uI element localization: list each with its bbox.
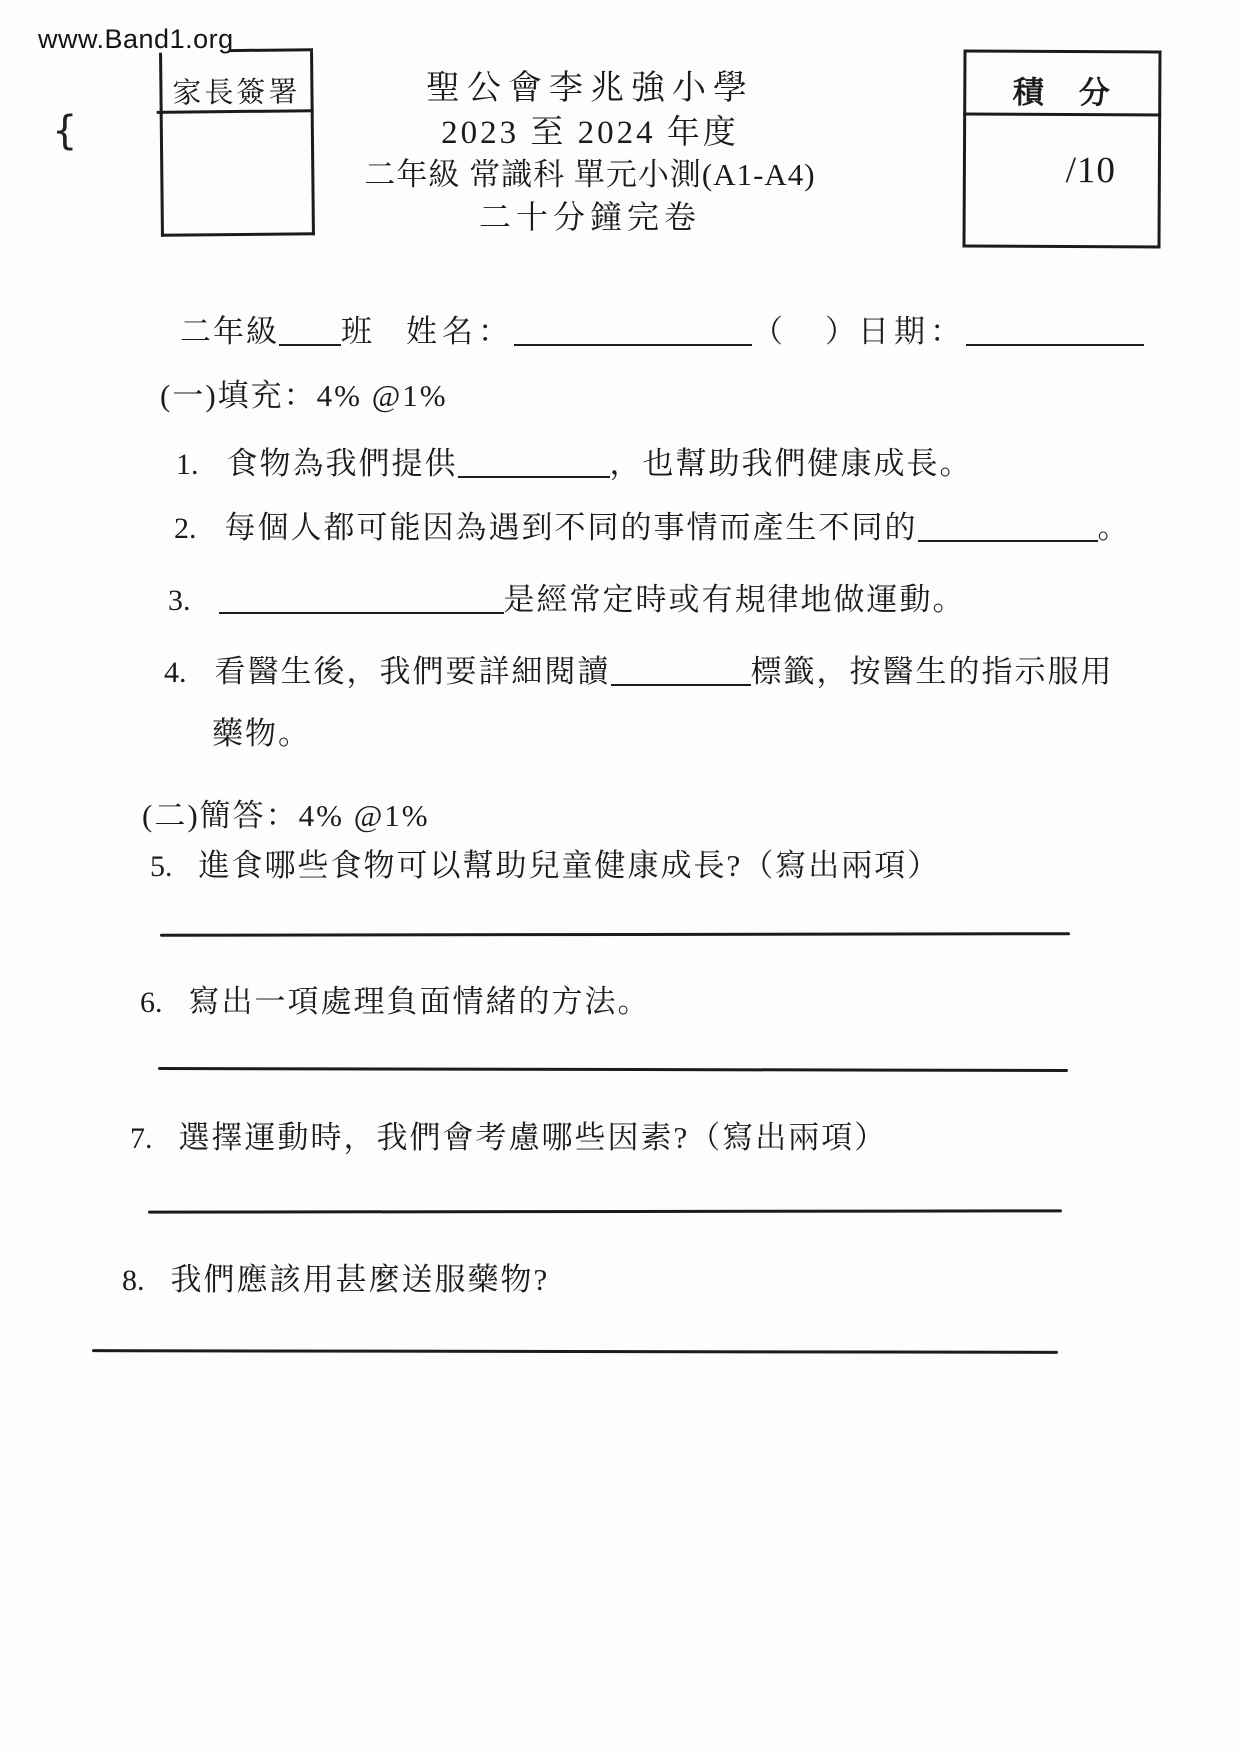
- grade-label: 二年級: [180, 314, 279, 349]
- question-5: [150, 840, 940, 885]
- question-5-answer-line: [160, 932, 1070, 936]
- score-box-divider: [963, 112, 1161, 116]
- watermark-text: www.Band1.org: [38, 24, 234, 54]
- student-info-row: [180, 306, 1144, 351]
- class-number-bracket-open: （: [752, 314, 785, 349]
- exam-title: 二年級 常識科 單元小測(A1-A4): [364, 157, 816, 192]
- class-blank: [279, 314, 341, 346]
- question-6-number: 6.: [140, 986, 163, 1019]
- score-box: [962, 49, 1161, 248]
- question-8-number: 8.: [122, 1264, 145, 1297]
- question-5-text: 進食哪些食物可以幫助兒童健康成長?（寫出兩項）: [198, 848, 941, 883]
- question-2-fill-blank: [918, 510, 1098, 542]
- question-7-number: 7.: [130, 1122, 153, 1155]
- school-year: 2023 至 2024 年度: [441, 115, 739, 151]
- question-4-number: 4.: [164, 656, 187, 689]
- question-6: [140, 976, 651, 1021]
- date-blank: [966, 314, 1144, 346]
- exam-duration: 二十分鐘完卷: [478, 199, 701, 235]
- question-6-text: 寫出一項處理負面情緒的方法。: [188, 984, 651, 1019]
- question-6-answer-line: [158, 1067, 1068, 1071]
- question-5-number: 5.: [150, 850, 173, 883]
- question-8: [122, 1254, 549, 1299]
- score-value: /10: [1065, 150, 1117, 192]
- question-3-text-post: 是經常定時或有規律地做運動。: [503, 582, 966, 617]
- class-label: 班: [341, 314, 374, 349]
- section-1-heading: (一)填充：4% @1%: [160, 378, 448, 413]
- name-blank: [514, 314, 752, 346]
- question-1: [176, 438, 973, 483]
- school-name: 聖公會李兆強小學: [426, 70, 754, 107]
- question-8-text: 我們應該用甚麼送服藥物?: [170, 1262, 550, 1297]
- question-2-number: 2.: [174, 512, 197, 545]
- question-4: [164, 646, 1114, 691]
- question-1-fill-blank: [458, 446, 610, 478]
- question-3: [168, 574, 966, 619]
- question-1-text-post: ，也幫助我們健康成長。: [609, 446, 973, 481]
- question-7-answer-line: [148, 1209, 1062, 1213]
- parent-signature-box: [159, 51, 315, 237]
- question-7-text: 選擇運動時，我們會考慮哪些因素?（寫出兩項）: [178, 1120, 888, 1155]
- signature-box-divider: [157, 109, 314, 114]
- question-7: [130, 1112, 887, 1157]
- question-3-number: 3.: [168, 584, 191, 617]
- question-3-fill-blank: [219, 582, 504, 614]
- question-4-fill-blank: [611, 654, 751, 686]
- class-number-bracket-close: ）: [825, 314, 858, 349]
- question-2-text-pre: 每個人都可能因為遇到不同的事情而產生不同的: [224, 510, 918, 545]
- name-label: 姓名：: [406, 314, 514, 349]
- signature-box-top-rule: [230, 48, 313, 52]
- question-8-answer-line: [92, 1349, 1058, 1353]
- question-1-text-pre: 食物為我們提供: [226, 446, 458, 481]
- question-2: [174, 502, 1131, 547]
- question-4-continuation: 藥物。: [212, 716, 311, 751]
- question-4-text-post: 標籤，按醫生的指示服用: [750, 654, 1114, 689]
- question-2-text-post: 。: [1097, 510, 1131, 545]
- date-label: 日期：: [858, 314, 966, 349]
- signature-box-label: 家長簽署: [172, 76, 301, 110]
- score-box-label: 積 分: [1012, 74, 1112, 111]
- section-2-heading: (二)簡答：4% @1%: [142, 798, 430, 833]
- question-1-number: 1.: [176, 448, 199, 481]
- question-4-text-pre: 看醫生後，我們要詳細閱讀: [214, 654, 611, 689]
- margin-brace-mark: {: [52, 108, 78, 154]
